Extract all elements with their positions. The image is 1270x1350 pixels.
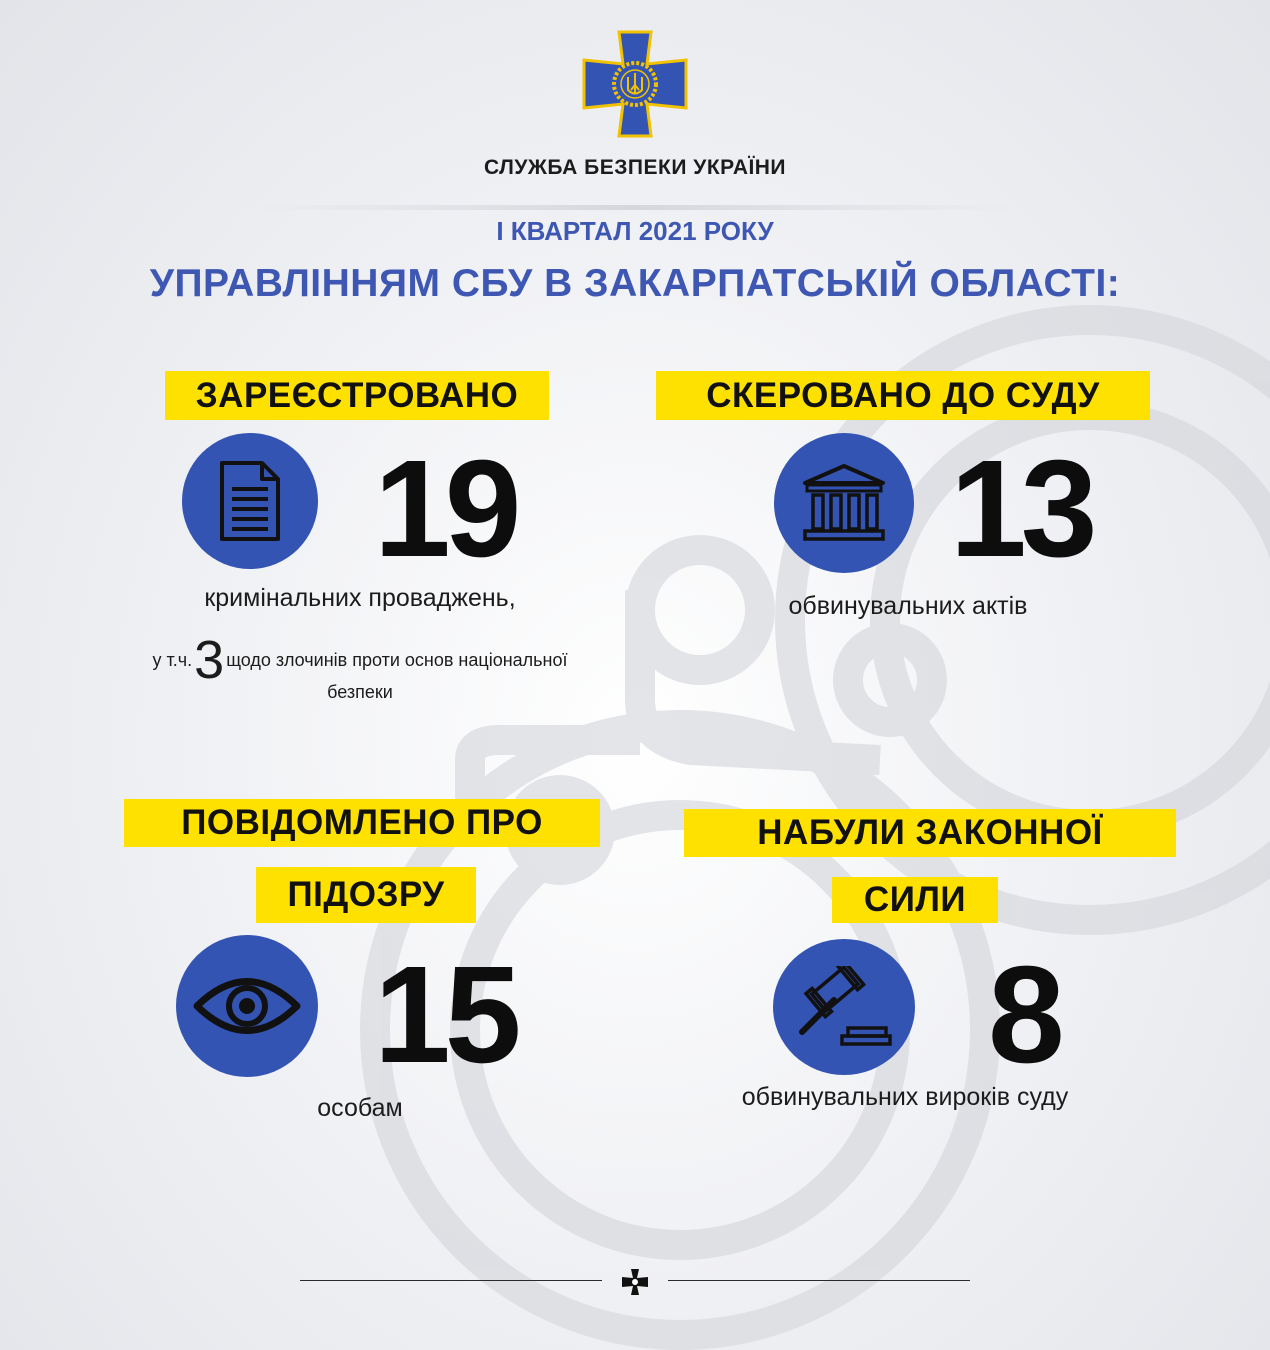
sent-to-court-caption: обвинувальних актів [788,592,1028,620]
label-registered: ЗАРЕЄСТРОВАНО [165,371,549,420]
label-sent-to-court: СКЕРОВАНО ДО СУДУ [656,371,1150,420]
suspicion-caption: особам [317,1094,403,1122]
header-divider [255,205,1015,210]
gavel-icon [796,966,892,1048]
document-icon [218,459,282,543]
footer-line-right [668,1280,970,1281]
footer-cross-icon [621,1268,649,1296]
label-verdicts-line2: СИЛИ [832,877,998,923]
suspicion-count: 15 [374,938,516,1092]
note-line1: щодо злочинів проти основ національної [226,650,568,670]
registered-count: 19 [374,432,516,586]
label-suspicion-line1: ПОВІДОМЛЕНО ПРО [124,799,600,847]
footer-line-left [300,1280,602,1281]
org-name: СЛУЖБА БЕЗПЕКИ УКРАЇНИ [483,156,787,179]
eye-icon [193,971,301,1041]
label-verdicts-line1: НАБУЛИ ЗАКОННОЇ [684,809,1176,857]
document-icon-circle [182,433,318,569]
note-number: 3 [194,630,225,690]
registered-note [60,630,660,704]
page-title: УПРАВЛІННЯМ СБУ В ЗАКАРПАТСЬКІЙ ОБЛАСТІ: [149,262,1121,305]
courthouse-icon [801,463,887,543]
report-period: І КВАРТАЛ 2021 РОКУ [496,216,774,246]
note-prefix: у т.ч. [152,650,193,670]
note-line2: безпеки [327,682,393,702]
sent-to-court-count: 13 [950,432,1092,586]
label-suspicion-line2: ПІДОЗРУ [256,867,476,923]
gavel-icon-circle [773,939,915,1075]
courthouse-icon-circle [774,433,914,573]
registered-caption: кримінальних проваджень, [204,584,516,612]
verdicts-count: 8 [988,938,1059,1092]
verdicts-caption: обвинувальних вироків суду [741,1083,1069,1111]
eye-icon-circle [176,935,318,1077]
sbu-emblem-icon [582,30,688,138]
